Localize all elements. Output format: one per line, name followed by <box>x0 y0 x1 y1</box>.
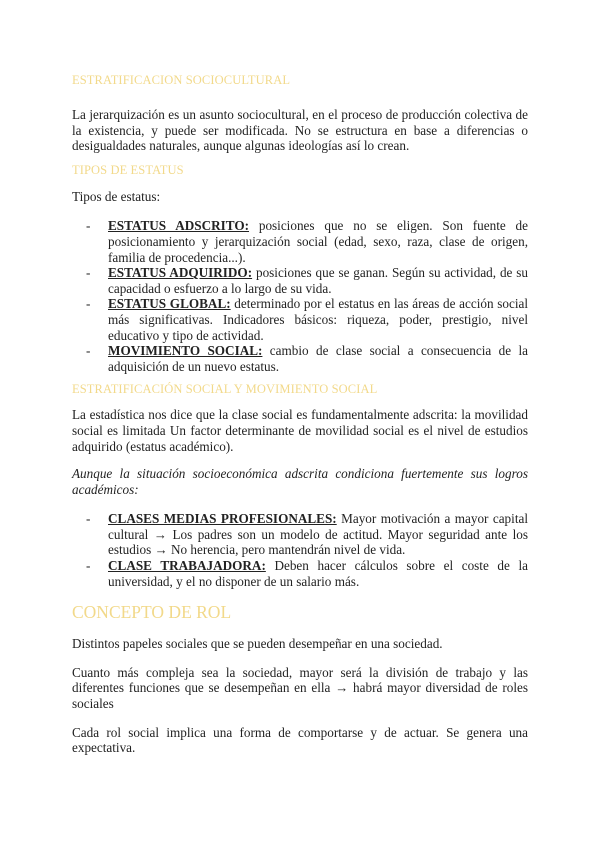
term-text: Deben hacer cálculos sobre el coste de la universidad, y el no disponer de un salario más. <box>108 558 528 589</box>
heading-tipos-de-estatus: TIPOS DE ESTATUS <box>72 162 184 177</box>
paragraph-estadistica: La estadística nos dice que la clase social es fundamentalmente adscrita: la movilidad social es limitada Un factor determinante de movilidad social es el nivel de estudios adquirido (estatus académico). <box>72 407 528 454</box>
bullet-dash: - <box>86 296 91 312</box>
heading-concepto-de-rol: CONCEPTO DE ROL <box>72 602 232 623</box>
list-item <box>72 218 528 265</box>
paragraph-tipos-intro: Tipos de estatus: <box>72 188 161 204</box>
term-label: CLASES MEDIAS PROFESIONALES: <box>108 511 337 527</box>
list-item <box>72 265 528 296</box>
list-item <box>72 296 528 343</box>
term-label: MOVIMIENTO SOCIAL: <box>108 343 263 359</box>
bullet-dash: - <box>86 511 91 527</box>
bullet-dash: - <box>86 343 91 359</box>
term-label: CLASE TRABAJADORA: <box>108 558 266 574</box>
term-text: determinado por el estatus en las áreas de acción social más significativas. Indicadores básicos: riqueza, poder, prestigio, nivel educativo y tipo de actividad. <box>108 296 529 343</box>
list-tipos-estatus <box>72 218 528 374</box>
term-text: posiciones que se ganan. Según su actividad, de su capacidad o esfuerzo a lo largo de su vida. <box>108 265 528 296</box>
bullet-dash: - <box>86 558 91 574</box>
list-clases <box>72 511 528 589</box>
heading-estratificacion-social: ESTRATIFICACIÓN SOCIAL Y MOVIMIENTO SOCIAL <box>72 382 378 397</box>
term-label: ESTATUS ADQUIRIDO: <box>108 265 253 281</box>
term-text: Mayor motivación a mayor capital cultural → Los padres son un modelo de actitud. Mayor seguridad ante los estudios → No herencia, pero mantendrán nivel de vida. <box>108 511 529 558</box>
bullet-dash: - <box>86 265 91 281</box>
document-page <box>72 64 528 756</box>
list-item <box>72 558 528 589</box>
bullet-dash: - <box>86 218 91 234</box>
paragraph-complejidad: Cuanto más compleja sea la sociedad, mayor será la división de trabajo y las diferentes funciones que se desempeñan en ella → habrá mayor diversidad de roles sociales <box>72 664 528 712</box>
term-text: posiciones que no se eligen. Son fuente de posicionamiento y jerarquización social (edad, sexo, raza, clase de origen, familia de procedencia...). <box>108 218 528 265</box>
term-label: ESTATUS GLOBAL: <box>108 296 231 312</box>
list-item <box>72 343 528 374</box>
paragraph-jerarquizacion: La jerarquización es un asunto sociocultural, en el proceso de producción colectiva de la existencia, y puede ser modificada. No se estructura en base a diferencias o desigualdades naturales, aunque algunas ideologías así lo crean. <box>72 107 528 154</box>
paragraph-papeles: Distintos papeles sociales que se pueden desempeñar en una sociedad. <box>72 636 443 652</box>
paragraph-rol-social: Cada rol social implica una forma de comportarse y de actuar. Se genera una expectativa. <box>72 724 528 756</box>
list-item <box>72 511 528 558</box>
term-text: cambio de clase social a consecuencia de la adquisición de un nuevo estatus. <box>108 343 528 374</box>
term-label: ESTATUS ADSCRITO: <box>108 218 250 234</box>
heading-estratificacion-sociocultural: ESTRATIFICACION SOCIOCULTURAL <box>72 73 291 87</box>
paragraph-italic-aunque: Aunque la situación socioeconómica adscrita condiciona fuertemente sus logros académicos: <box>72 466 528 497</box>
